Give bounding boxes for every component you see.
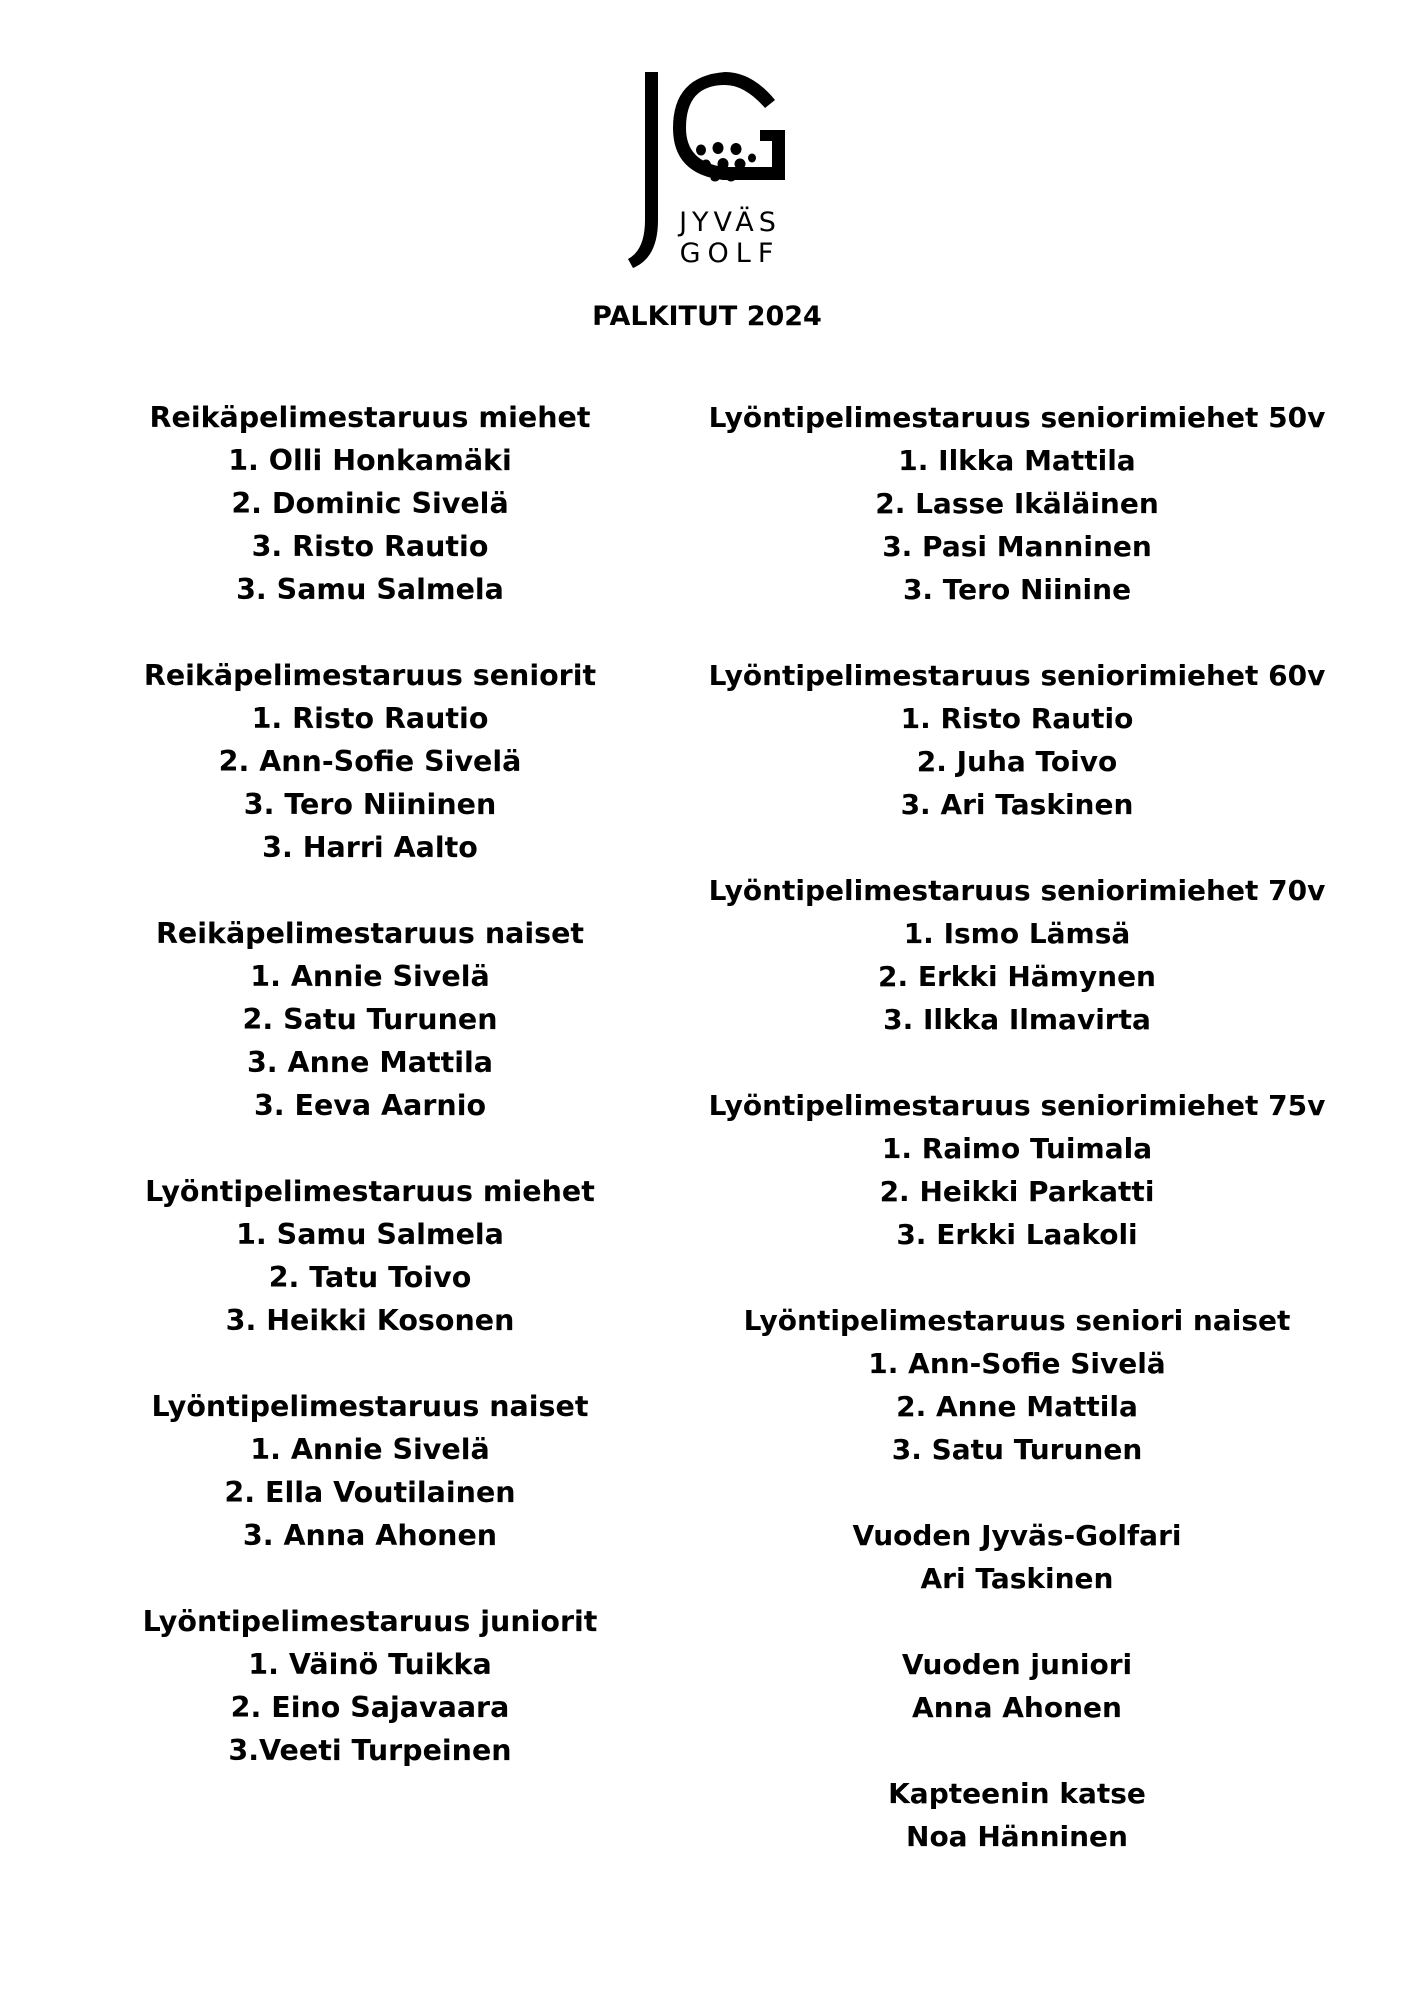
logo-wordmark-top: JYVÄS [679,207,781,238]
award-heading: Lyöntipelimestaruus seniori naiset [743,1304,1291,1337]
award-heading: Vuoden Jyväs-Golfari [852,1519,1182,1552]
award-entry: 2. Dominic Sivelä [231,487,509,520]
award-heading: Lyöntipelimestaruus seniorimiehet 50v [708,401,1326,434]
award-entry: 1. Risto Rautio [251,702,489,735]
award-block [690,1514,1344,1600]
award-entry: 1. Ann-Sofie Sivelä [868,1347,1166,1380]
award-block [690,396,1344,611]
award-heading: Reikäpelimestaruus miehet [149,401,591,434]
award-entry: Noa Hänninen [906,1820,1128,1853]
award-entry: 1. Risto Rautio [900,702,1134,735]
award-entry: 1. Annie Sivelä [250,960,490,993]
award-entry: 3. Tero Niininen [243,788,497,821]
award-entry: 3. Anne Mattila [246,1046,494,1079]
award-entry: 2. Tatu Toivo [268,1261,472,1294]
award-entry: 3. Tero Niinine [902,573,1132,606]
award-entry: 3. Risto Rautio [251,530,489,563]
award-entry: 1. Samu Salmela [236,1218,504,1251]
award-entry: 2. Anne Mattila [896,1390,1138,1423]
award-entry: 3. Eeva Aarnio [253,1089,487,1122]
award-entry: 1. Raimo Tuimala [881,1132,1153,1165]
award-heading: Lyöntipelimestaruus miehet [145,1175,595,1208]
award-heading: Reikäpelimestaruus seniorit [143,659,597,692]
award-entry: Ari Taskinen [920,1562,1114,1595]
award-entry: 3. Ilkka Ilmavirta [883,1003,1151,1036]
left-column [70,396,670,1772]
award-block [70,912,670,1127]
award-entry: 2. Lasse Ikäläinen [875,487,1159,520]
award-entry: 3. Anna Ahonen [242,1519,498,1552]
award-entry: 1. Ilkka Mattila [898,444,1136,477]
award-entry: 1. Annie Sivelä [250,1433,490,1466]
award-heading: Lyöntipelimestaruus seniorimiehet 75v [708,1089,1326,1122]
award-entry: 3. Erkki Laakoli [896,1218,1138,1251]
award-entry: 2. Juha Toivo [916,745,1118,778]
award-entry: 3. Harri Aalto [262,831,478,864]
award-entry: 1. Väinö Tuikka [248,1648,492,1681]
award-entry: Anna Ahonen [912,1691,1122,1724]
award-heading: Lyöntipelimestaruus juniorit [142,1605,598,1638]
award-heading: Lyöntipelimestaruus seniorimiehet 60v [708,659,1326,692]
award-entry: 2. Ann-Sofie Sivelä [218,745,522,778]
award-block [70,396,670,611]
award-block [70,1600,670,1772]
award-heading: Lyöntipelimestaruus seniorimiehet 70v [708,874,1326,907]
award-entry: 1. Olli Honkamäki [228,444,512,477]
award-entry: 2. Eino Sajavaara [230,1691,510,1724]
award-entry: 3. Ari Taskinen [900,788,1134,821]
jyvas-golf-logo [627,70,787,270]
award-entry: 3. Samu Salmela [236,573,504,606]
award-block [690,1299,1344,1471]
award-block [70,1385,670,1557]
award-heading: Kapteenin katse [888,1777,1146,1810]
award-heading: Vuoden juniori [901,1648,1133,1681]
award-block [690,869,1344,1041]
award-block [690,654,1344,826]
award-block [70,1170,670,1342]
award-block [690,1084,1344,1256]
award-entry: 2. Ella Voutilainen [224,1476,516,1509]
award-entry: 2. Heikki Parkatti [879,1175,1155,1208]
award-entry: 3. Satu Turunen [891,1433,1143,1466]
award-block [690,1772,1344,1858]
award-heading: Reikäpelimestaruus naiset [155,917,585,950]
page-title: PALKITUT 2024 [592,301,822,332]
award-block [70,654,670,869]
logo-wordmark-bottom: GOLF [679,238,781,269]
right-column [690,396,1344,1858]
award-block [690,1643,1344,1729]
award-entry: 2. Erkki Hämynen [877,960,1156,993]
award-heading: Lyöntipelimestaruus naiset [151,1390,589,1423]
award-entry: 3. Pasi Manninen [882,530,1152,563]
award-entry: 3. Heikki Kosonen [225,1304,515,1337]
award-entry: 2. Satu Turunen [242,1003,498,1036]
award-entry: 1. Ismo Lämsä [903,917,1131,950]
award-entry: 3.Veeti Turpeinen [228,1734,512,1767]
